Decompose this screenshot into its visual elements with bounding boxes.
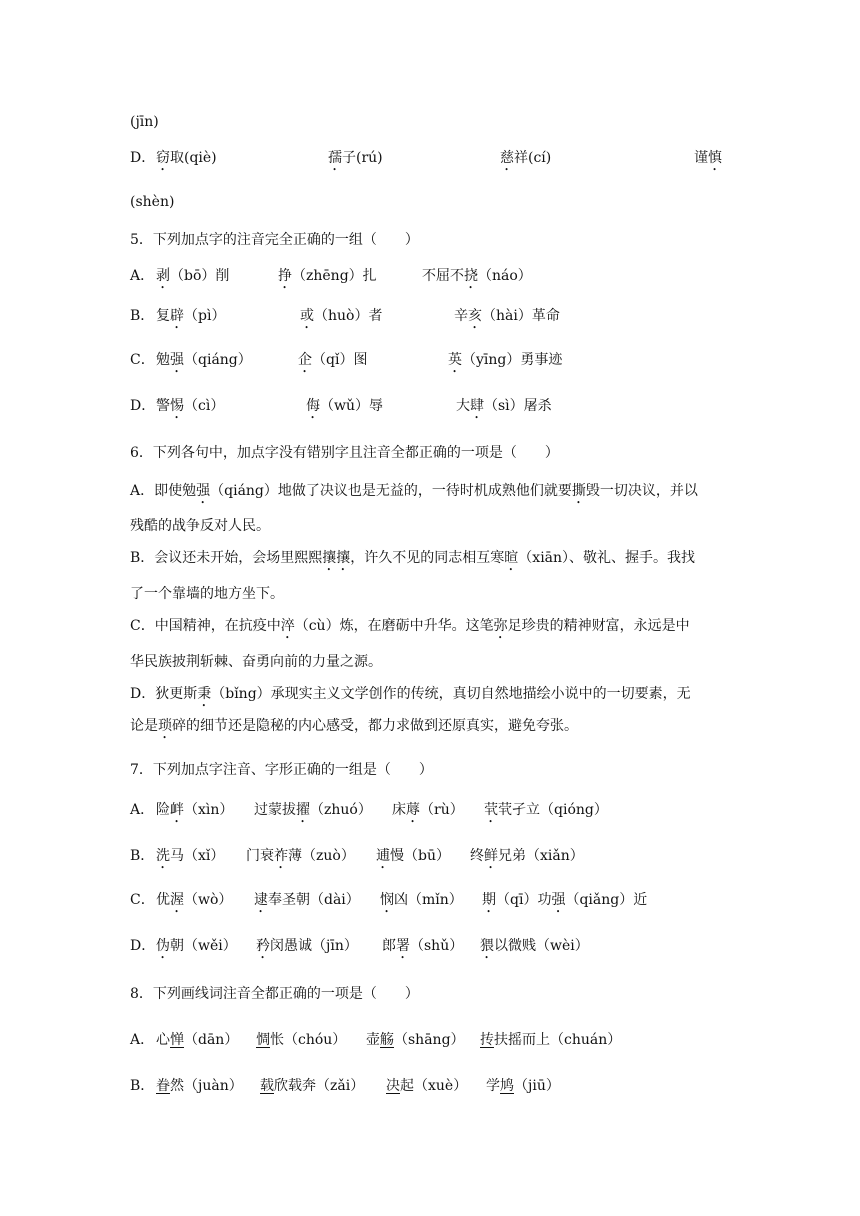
option-item: 载欣载奔（zǎi） [260, 1078, 365, 1094]
option-item: 逋慢（bū） [376, 848, 450, 864]
q7-stem: 7．下列加点字注音、字形正确的一组是（ ） [130, 762, 433, 778]
option-item: 伪朝（wěi） [156, 938, 237, 954]
q6-option-a-line2: 残酷的战争反对人民。 [130, 518, 270, 534]
option-item: 抟扶摇而上（chuán） [480, 1032, 622, 1048]
option-item: 期（qī）功强（qiǎng）近 [482, 892, 648, 908]
option-item: 猥以微贱（wèi） [480, 938, 589, 954]
option-item: 挣（zhēng）扎 [278, 268, 377, 284]
option-item: 悯凶（mǐn） [380, 892, 463, 908]
q8-stem: 8．下列画线词注音全都正确的一项是（ ） [130, 986, 419, 1002]
option-item: 壶觞（shāng） [366, 1032, 465, 1048]
option-item: 门衰祚薄（zuò） [246, 848, 355, 864]
option-item: 复辟（pì） [156, 308, 226, 324]
option-item: 慈祥(cí) [500, 150, 552, 166]
option-item: 优渥（wò） [156, 892, 233, 908]
option-item: 辛亥（hài）革命 [454, 308, 560, 324]
option-item: 企（qǐ）图 [298, 352, 368, 368]
option-item: 或（huò）者 [300, 308, 383, 324]
option-item: 茕茕孑立（qióng） [484, 802, 608, 818]
q6-option-d-line1: D．狄更斯秉（bǐng）承现实主义文学创作的传统，真切自然地描绘小说中的一切要素，无 [130, 686, 691, 702]
option-item: D． [130, 398, 156, 414]
option-item: 勉强（qiáng） [156, 352, 252, 368]
option-item: A． [130, 268, 155, 284]
option-item: 剥（bō）削 [156, 268, 230, 284]
option-item: 矜闵愚诚（jīn） [256, 938, 358, 954]
option-item: 眷然（juàn） [156, 1078, 243, 1094]
option-item: 逮奉圣朝（dài） [254, 892, 360, 908]
q6-option-c-line2: 华民族披荆斩棘、奋勇向前的力量之源。 [130, 654, 382, 670]
q6-option-b-line1: B．会议还未开始，会场里熙熙攘攘，许久不见的同志相互寒暄（xiān）、敬礼、握手。我找 [130, 550, 696, 566]
option-item: 孺子(rú) [328, 150, 383, 166]
option-item: B． [130, 848, 155, 864]
option-item: 谨慎 [694, 150, 722, 166]
q4-c-tail: (jīn) [130, 114, 159, 130]
option-item: 警惕（cì） [156, 398, 225, 414]
option-item: 窃取(qiè) [156, 150, 217, 166]
option-item: 惆怅（chóu） [256, 1032, 347, 1048]
q5-stem: 5．下列加点字的注音完全正确的一组（ ） [130, 232, 419, 248]
q6-option-a-line1: A．即使勉强（qiáng）地做了决议也是无益的，一待时机成熟他们就要撕毁一切决议，并以 [130, 483, 698, 499]
option-item: 终鲜兄弟（xiǎn） [470, 848, 584, 864]
option-item: 洗马（xǐ） [156, 848, 225, 864]
option-label: D． [130, 150, 156, 166]
option-item: B． [130, 308, 155, 324]
option-item: 大肆（sì）屠杀 [456, 398, 552, 414]
option-item: 过蒙拔擢（zhuó） [254, 802, 372, 818]
option-item: 英（yīng）勇事迹 [448, 352, 563, 368]
option-item: 险衅（xìn） [156, 802, 234, 818]
q6-option-b-line2: 了一个靠墙的地方坐下。 [130, 586, 284, 602]
option-item: A． [130, 1032, 155, 1048]
q4-d-tail: (shèn) [130, 194, 175, 210]
option-item: 不屈不挠（náo） [422, 268, 532, 284]
q6-option-c-line1: C．中国精神，在抗疫中淬（cù）炼，在磨砺中升华。这笔弥足珍贵的精神财富，永远是中 [130, 618, 690, 634]
option-item: D． [130, 938, 156, 954]
option-item: 床蓐（rù） [392, 802, 464, 818]
option-item: 郎署（shǔ） [382, 938, 464, 954]
option-item: B． [130, 1078, 155, 1094]
option-item: 心惮（dān） [156, 1032, 239, 1048]
q6-stem: 6．下列各句中，加点字没有错别字且注音全都正确的一项是（ ） [130, 445, 559, 461]
option-item: 学鸠（jiū） [486, 1078, 560, 1094]
option-item: 决起（xuè） [386, 1078, 468, 1094]
option-item: C． [130, 892, 155, 908]
option-item: C． [130, 352, 155, 368]
option-item: 侮（wǔ）辱 [306, 398, 383, 414]
q6-option-d-line2: 论是琐碎的细节还是隐秘的内心感受，都力求做到还原真实，避免夸张。 [130, 718, 578, 734]
option-item: A． [130, 802, 155, 818]
